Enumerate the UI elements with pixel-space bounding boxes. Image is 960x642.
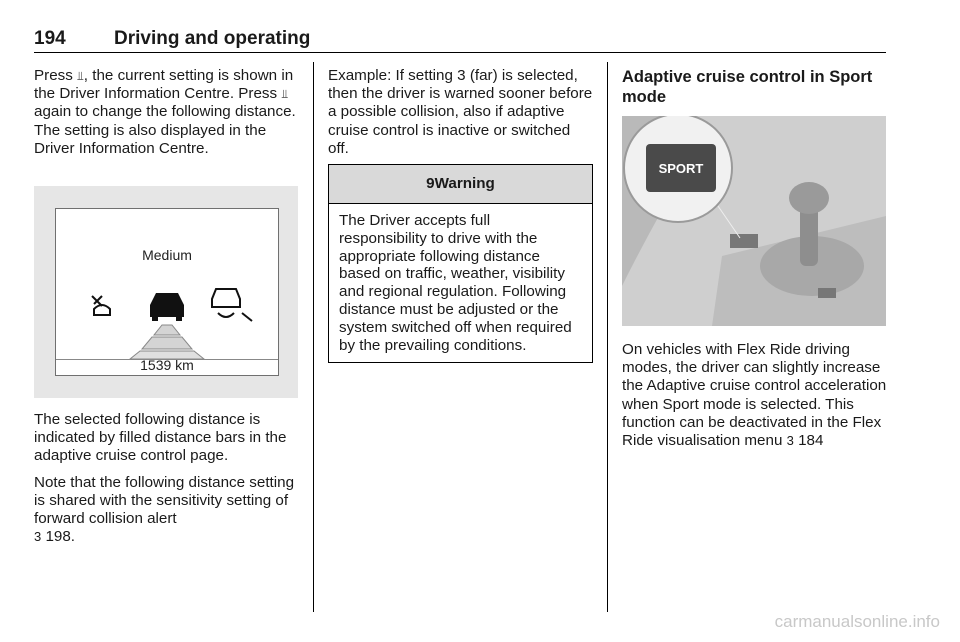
- car-front-icon: [150, 293, 184, 321]
- column-2: [328, 67, 593, 166]
- collision-warning-icon: [92, 296, 110, 315]
- watermark: carmanualsonline.info: [774, 612, 940, 631]
- distance-graphic: [56, 209, 278, 375]
- paragraph-shared-setting: Note that the following distance setting is shared with the sensitivity setting of forward collision alert 3 198.: [34, 473, 295, 546]
- sensor-off-icon: [212, 289, 252, 321]
- cross-reference-symbol: 3: [786, 433, 794, 449]
- warning-box: [328, 164, 593, 363]
- cross-reference-link[interactable]: 184: [798, 432, 824, 450]
- warning-text: The Driver accepts full responsibility to drive with the appropriate following distance based on traffic, weather, visibility and regional regulation. Following distance must be adjusted or the system switched off when required by the prevailing conditions.: [339, 212, 572, 354]
- cross-reference-symbol: 3: [34, 529, 42, 545]
- column-3: [622, 67, 887, 117]
- warning-header: [329, 165, 592, 204]
- distance-setting-label: Medium: [142, 247, 192, 263]
- page-number: 194: [34, 28, 66, 49]
- driver-info-display: [55, 208, 279, 376]
- paragraph-example: Example: If setting 3 (far) is selected, then the driver is warned sooner before a possible collision, also if adaptive cruise control is inactive or switched off.: [328, 67, 593, 157]
- paragraph-press-setting: Press ⫫, the current setting is shown in the Driver Information Centre. Press ⫫ again to change the following distance. The setting is also displayed in the Driver Information Centre.: [34, 67, 296, 157]
- header-rule: [34, 52, 886, 53]
- chapter-title: Driving and operating: [114, 28, 311, 49]
- sport-mode-photo: [622, 116, 886, 326]
- column-divider-1: [313, 62, 314, 612]
- warning-title: Warning: [434, 175, 495, 192]
- paragraph-distance-bars: The selected following distance is indicated by filled distance bars in the adaptive cruise control page.: [34, 411, 287, 465]
- cross-reference-link[interactable]: 198.: [45, 528, 76, 546]
- console-illustration: [622, 116, 886, 326]
- distance-bar-2: [142, 337, 192, 349]
- warning-icon: 9: [426, 175, 435, 192]
- sport-button-label: SPORT: [658, 161, 704, 176]
- distance-bar-1: [154, 325, 180, 335]
- following-distance-icon: ⫫: [281, 87, 289, 102]
- column-1: [34, 67, 299, 166]
- column-1-lower: [34, 411, 299, 554]
- paragraph-flex-ride: On vehicles with Flex Ride driving modes, the driver can slightly increase the Adaptive cruise control acceleration when Sport mode is selected. This function can be deactivated in the Flex Ride visualisation menu 3 184: [622, 341, 887, 450]
- following-distance-icon: ⫫: [77, 69, 84, 83]
- section-heading: Adaptive cruise control in Sport mode: [622, 68, 873, 106]
- column-divider-2: [607, 62, 608, 612]
- dashboard-figure: [34, 186, 298, 398]
- odometer-reading: 1539 km: [140, 357, 194, 373]
- column-3-lower: [622, 341, 887, 458]
